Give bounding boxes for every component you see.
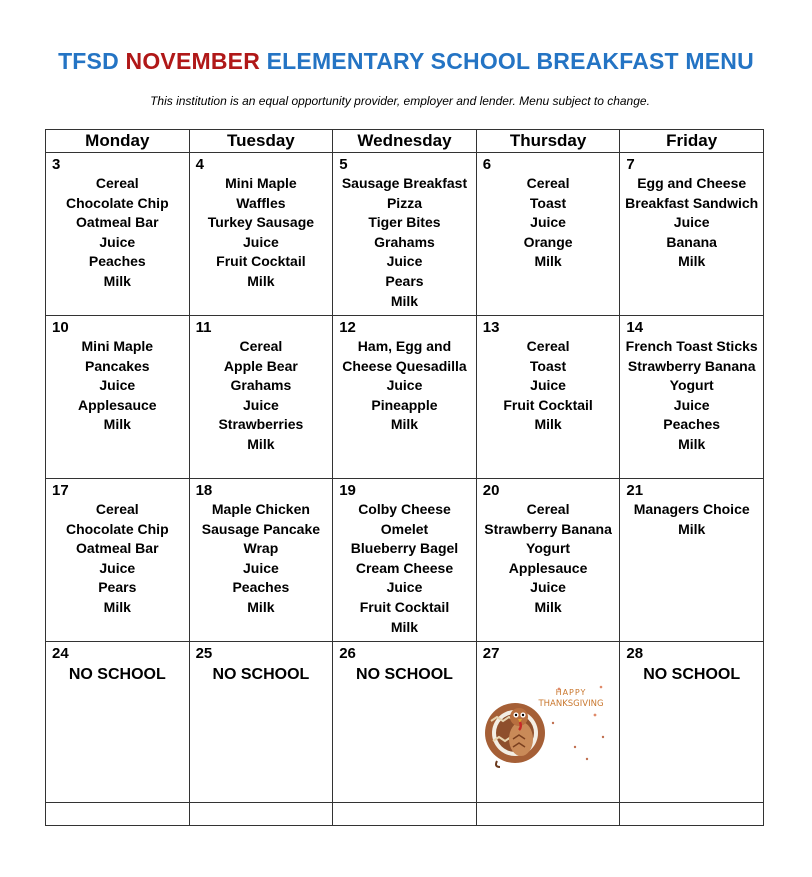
day-cell <box>333 316 477 479</box>
menu-item: Juice <box>242 396 279 413</box>
day-cell <box>46 479 190 642</box>
menu-item: Ham, Egg and <box>357 338 452 354</box>
day-content <box>477 642 620 802</box>
menu-item: Juice <box>99 559 136 576</box>
menu-item: Sausage Pancake <box>201 520 321 537</box>
menu-item: Orange <box>523 233 573 250</box>
day-cell <box>620 642 764 803</box>
menu-item: Omelet <box>380 520 429 537</box>
disclaimer-text: This institution is an equal opportunity provider, employer and lender. Menu subject to change. <box>150 94 650 108</box>
menu-item: Pizza <box>386 194 422 211</box>
week-row <box>46 316 764 479</box>
menu-item: Peaches <box>88 253 146 270</box>
day-content <box>333 479 476 641</box>
menu-item: Milk <box>247 598 275 615</box>
menu-item: Juice <box>386 579 423 596</box>
date-number: 7 <box>626 156 635 173</box>
day-cell <box>476 153 620 316</box>
header-monday: Monday <box>46 130 190 153</box>
header-friday: Friday <box>620 130 764 153</box>
menu-item: Milk <box>678 520 706 537</box>
date-number: 20 <box>482 482 500 499</box>
menu-item: Peaches <box>232 579 290 596</box>
day-content <box>190 153 333 315</box>
menu-item: Milk <box>678 253 706 270</box>
date-number: 21 <box>626 482 644 499</box>
menu-items <box>190 500 333 618</box>
menu-item: Sausage Breakfast <box>341 175 468 191</box>
menu-items <box>333 500 476 637</box>
day-content <box>333 153 476 315</box>
menu-item: Milk <box>247 272 275 289</box>
menu-item: Mini Maple <box>225 175 297 191</box>
menu-items <box>46 337 189 435</box>
thanksgiving-caption-title: THANKSGIVING <box>538 699 604 709</box>
menu-item: Tiger Bites <box>368 214 441 231</box>
header-tuesday: Tuesday <box>189 130 333 153</box>
menu-item: Egg and Cheese <box>637 175 747 191</box>
menu-item: Milk <box>534 416 562 433</box>
date-number: 14 <box>626 319 644 336</box>
menu-item: Juice <box>386 377 423 394</box>
empty-row <box>46 803 764 826</box>
menu-item: Cereal <box>526 175 570 191</box>
menu-item: Juice <box>242 233 279 250</box>
menu-item: Colby Cheese <box>358 501 451 517</box>
menu-item: Breakfast Sandwich <box>625 194 759 211</box>
menu-items <box>620 500 763 539</box>
no-school-note: NO SCHOOL <box>68 666 166 683</box>
day-content <box>190 316 333 478</box>
menu-items <box>333 174 476 311</box>
menu-item: Waffles <box>236 194 286 211</box>
menu-item: Cereal <box>526 338 570 354</box>
day-content <box>333 316 476 478</box>
menu-item: Pancakes <box>84 357 150 374</box>
date-number: 13 <box>482 319 500 336</box>
date-number: 28 <box>626 645 644 662</box>
menu-items <box>477 174 620 272</box>
menu-item: Turkey Sausage <box>207 214 315 231</box>
day-cell <box>333 642 477 803</box>
week-row <box>46 479 764 642</box>
day-content <box>477 153 620 315</box>
date-number: 10 <box>52 319 69 336</box>
menu-item: Yogurt <box>669 377 714 394</box>
menu-item: Blueberry Bagel <box>350 540 459 557</box>
header-wednesday: Wednesday <box>333 130 477 153</box>
menu-item: Juice <box>530 377 566 394</box>
menu-item: Cheese Quesadilla <box>342 357 467 374</box>
menu-item: Juice <box>530 214 566 231</box>
menu-item: Oatmeal Bar <box>76 540 159 557</box>
menu-item: Wrap <box>243 540 279 557</box>
menu-item: Cream Cheese <box>355 559 454 576</box>
header-thursday: Thursday <box>476 130 620 153</box>
date-number: 26 <box>339 645 356 662</box>
day-cell <box>620 479 764 642</box>
menu-item: Strawberry Banana <box>627 357 756 374</box>
menu-item: Milk <box>390 416 419 433</box>
menu-item: Milk <box>534 253 562 270</box>
day-content <box>620 642 763 802</box>
day-cell <box>46 316 190 479</box>
menu-item: Toast <box>529 194 567 211</box>
day-cell <box>46 153 190 316</box>
menu-item: Juice <box>99 377 136 394</box>
day-cell <box>189 479 333 642</box>
day-cell <box>476 479 620 642</box>
turkey-icon <box>485 703 545 767</box>
empty-cell <box>620 803 764 826</box>
day-content <box>333 642 476 802</box>
menu-item: Fruit Cocktail <box>216 253 306 270</box>
menu-item: Toast <box>529 357 567 374</box>
day-content <box>46 316 189 478</box>
menu-item: Yogurt <box>526 540 571 557</box>
menu-item: Milk <box>534 598 562 615</box>
day-content <box>620 316 763 478</box>
menu-item: Milk <box>103 598 131 615</box>
menu-item: Banana <box>666 233 717 250</box>
day-cell <box>620 153 764 316</box>
date-number: 17 <box>52 482 69 499</box>
day-content <box>477 479 620 641</box>
menu-item: Milk <box>103 272 131 289</box>
menu-item: Chocolate Chip <box>65 520 169 537</box>
menu-item: Fruit Cocktail <box>503 396 593 413</box>
date-number: 5 <box>339 156 348 173</box>
menu-item: Grahams <box>374 233 435 250</box>
menu-item: Maple Chicken <box>211 501 310 517</box>
menu-items <box>190 337 333 455</box>
menu-item: Cereal <box>95 175 139 191</box>
day-cell <box>476 642 620 803</box>
menu-item: Juice <box>530 579 566 596</box>
menu-item: French Toast Sticks <box>625 338 758 354</box>
thanksgiving-caption-happy: HAPPY <box>555 688 587 697</box>
menu-items <box>477 500 620 618</box>
day-content <box>477 316 620 478</box>
weekday-header-row <box>46 130 764 153</box>
day-content <box>190 479 333 641</box>
menu-item: Pineapple <box>371 396 438 413</box>
menu-items <box>477 337 620 435</box>
day-cell <box>189 642 333 803</box>
menu-item: Milk <box>390 292 419 309</box>
day-cell <box>333 153 477 316</box>
no-school-note: NO SCHOOL <box>356 666 453 683</box>
menu-item: Cereal <box>95 501 139 517</box>
menu-item: Milk <box>390 618 419 635</box>
day-cell <box>46 642 190 803</box>
week-row <box>46 642 764 803</box>
menu-items <box>190 174 333 292</box>
menu-item: Grahams <box>230 377 292 394</box>
day-content <box>46 153 189 315</box>
menu-item: Chocolate Chip <box>65 194 169 211</box>
no-school-note: NO SCHOOL <box>643 666 741 683</box>
week-row <box>46 153 764 316</box>
menu-item: Milk <box>247 435 275 452</box>
empty-cell <box>46 803 190 826</box>
menu-item: Oatmeal Bar <box>76 214 159 231</box>
menu-item: Applesauce <box>508 559 588 576</box>
date-number: 25 <box>195 645 213 662</box>
day-cell <box>189 316 333 479</box>
menu-item: Fruit Cocktail <box>359 598 450 615</box>
menu-item: Applesauce <box>78 396 157 413</box>
menu-item: Cereal <box>526 501 570 517</box>
empty-cell <box>189 803 333 826</box>
date-number: 6 <box>482 156 492 173</box>
day-content <box>190 642 333 802</box>
date-number: 3 <box>52 156 61 173</box>
day-cell <box>333 479 477 642</box>
menu-item: Juice <box>673 214 710 231</box>
date-number: 24 <box>52 645 69 662</box>
menu-item: Strawberries <box>218 416 304 433</box>
menu-items <box>620 337 763 455</box>
day-content <box>46 479 189 641</box>
day-cell <box>189 153 333 316</box>
date-number: 4 <box>195 156 204 173</box>
menu-item: Pears <box>98 579 137 596</box>
menu-item: Milk <box>103 416 131 433</box>
menu-item: Juice <box>99 233 136 250</box>
menu-item: Pears <box>385 272 424 289</box>
empty-cell <box>333 803 477 826</box>
menu-item: Peaches <box>663 416 721 433</box>
no-school-note: NO SCHOOL <box>212 666 310 683</box>
day-content <box>46 642 189 802</box>
menu-items <box>46 174 189 292</box>
menu-item: Mini Maple <box>81 338 154 354</box>
page-title: TFSD NOVEMBER ELEMENTARY SCHOOL BREAKFAST MENU <box>58 48 754 74</box>
empty-cell <box>476 803 620 826</box>
date-number: 19 <box>339 482 356 499</box>
day-content <box>620 153 763 315</box>
turkey-illustration <box>483 675 615 771</box>
menu-item: Managers Choice <box>633 501 750 517</box>
date-number: 18 <box>195 482 213 499</box>
menu-item: Juice <box>386 253 423 270</box>
menu-item: Juice <box>673 396 710 413</box>
menu-item: Strawberry Banana <box>484 520 612 537</box>
menu-item: Apple Bear <box>223 357 298 374</box>
date-number: 11 <box>195 319 212 336</box>
menu-items <box>333 337 476 435</box>
date-number: 27 <box>482 645 500 662</box>
day-content <box>620 479 763 641</box>
day-cell <box>620 316 764 479</box>
date-number: 12 <box>339 319 356 336</box>
breakfast-menu-calendar <box>45 129 764 826</box>
thanksgiving-turkey-image <box>483 675 620 776</box>
menu-items <box>46 500 189 618</box>
menu-item: Juice <box>242 559 279 576</box>
menu-items <box>620 174 763 272</box>
day-cell <box>476 316 620 479</box>
menu-item: Cereal <box>239 338 283 354</box>
menu-item: Milk <box>678 435 706 452</box>
